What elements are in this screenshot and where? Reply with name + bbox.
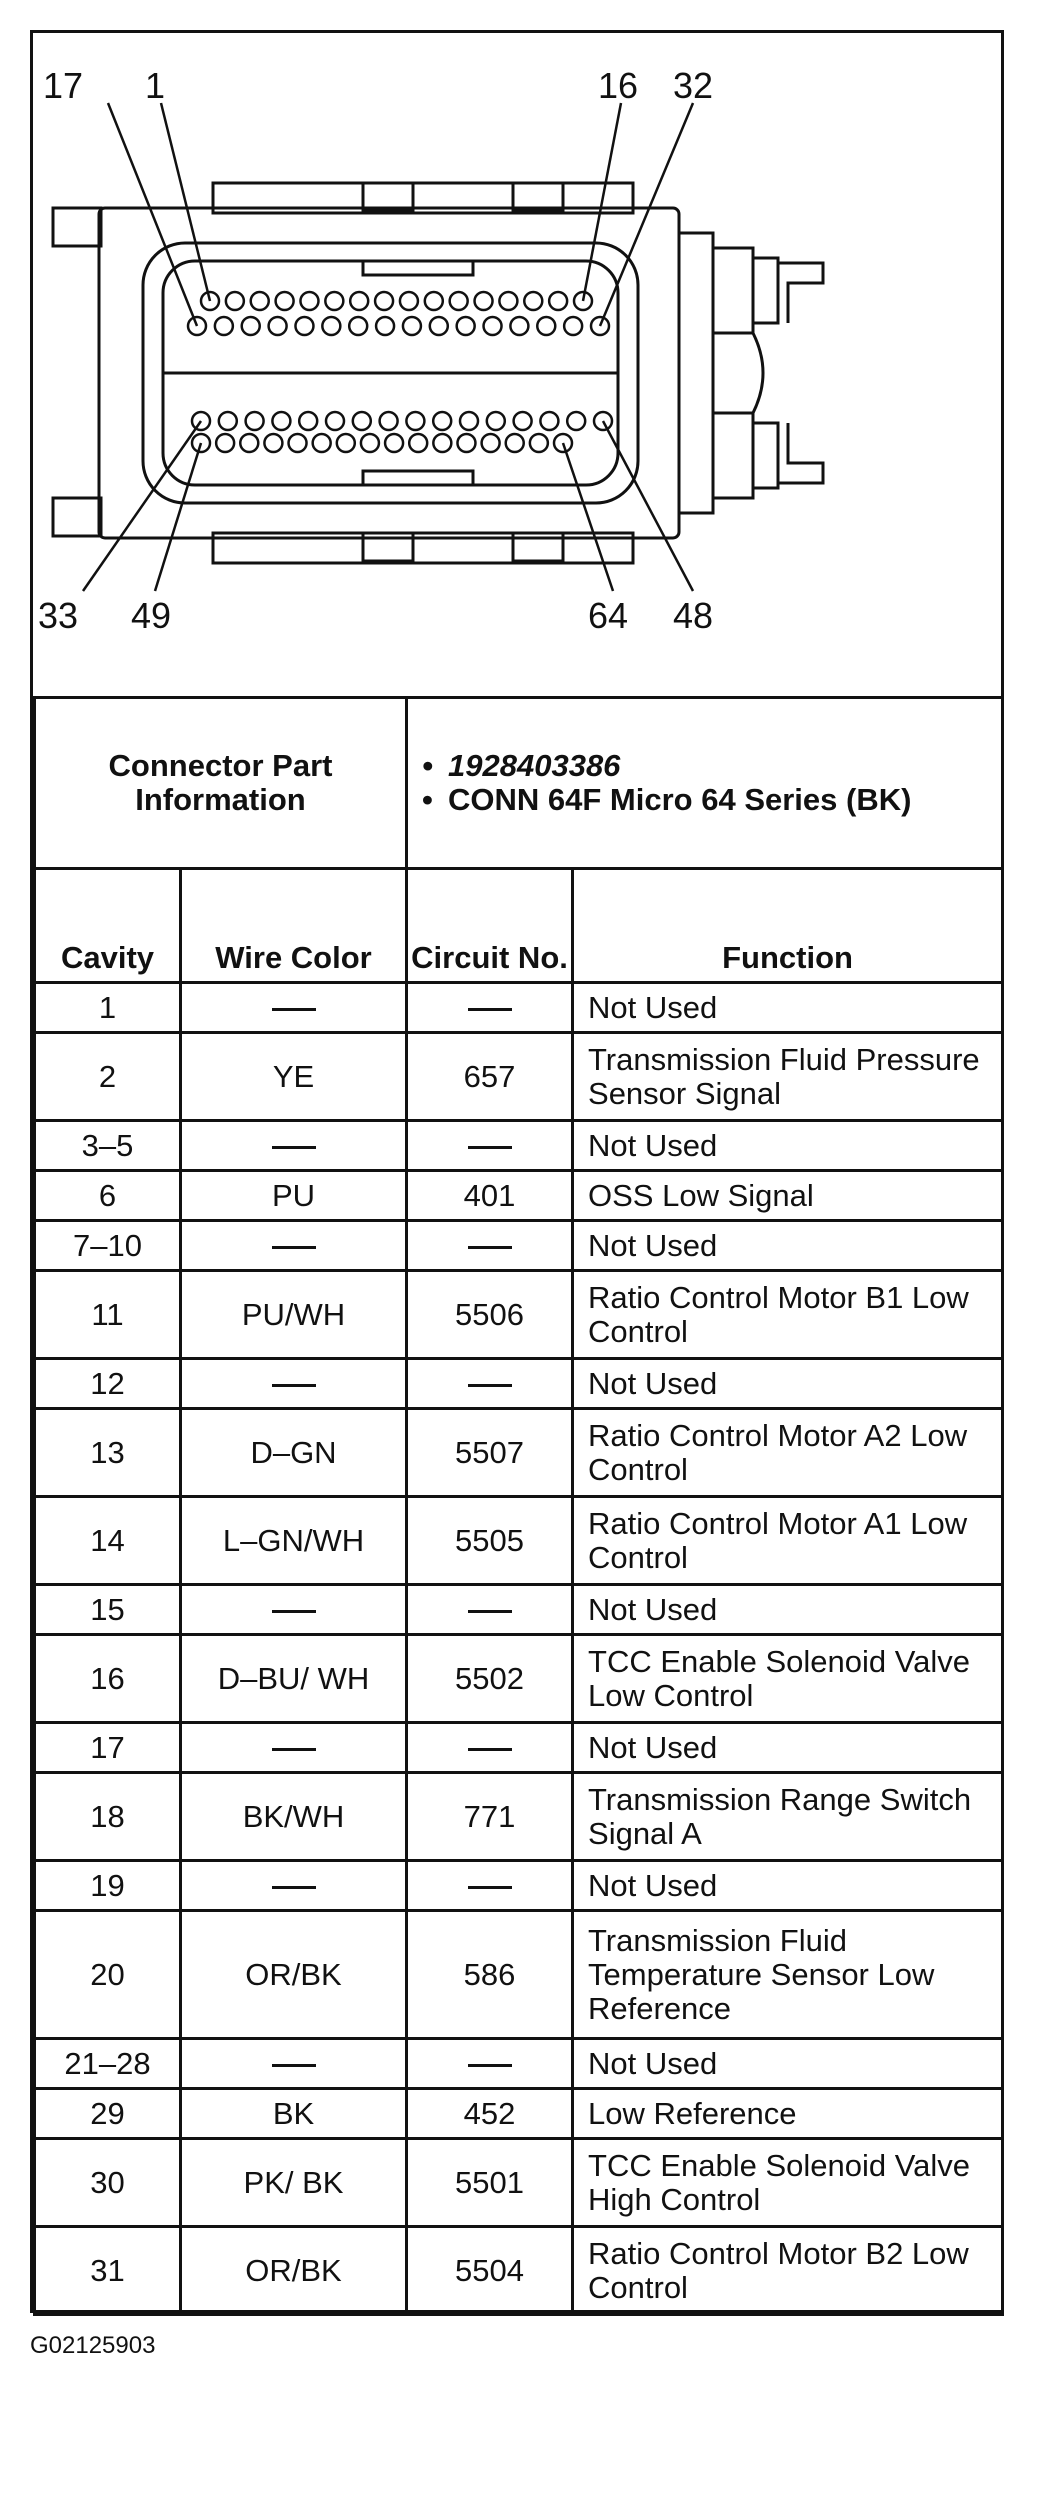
pin-hole (376, 317, 394, 335)
pin-hole (499, 292, 517, 310)
table-row (35, 1773, 1003, 1861)
cavity-cell: 11 (35, 1271, 181, 1359)
pin-hole (299, 412, 317, 430)
empty-dash (468, 2064, 512, 2067)
empty-dash (272, 1246, 316, 1249)
function-cell: Not Used (573, 2039, 1003, 2089)
table-row (35, 1221, 1003, 1271)
table-row (35, 1911, 1003, 2039)
table-row (35, 2139, 1003, 2227)
pin-hole (567, 412, 585, 430)
cavity-cell: 7–10 (35, 1221, 181, 1271)
circuit-cell: 5506 (407, 1271, 573, 1359)
cavity-cell: 3–5 (35, 1121, 181, 1171)
wire-color-cell (181, 1861, 407, 1911)
pin-hole (430, 317, 448, 335)
pin-hole (380, 412, 398, 430)
pin-hole (242, 317, 260, 335)
pin-hole (246, 412, 264, 430)
pin-hole (349, 317, 367, 335)
table-row (35, 1409, 1003, 1497)
cavity-cell: 16 (35, 1635, 181, 1723)
empty-dash (468, 1146, 512, 1149)
function-cell: Not Used (573, 1861, 1003, 1911)
pin-hole (337, 434, 355, 452)
table-row (35, 983, 1003, 1033)
connector-part-label: Connector Part Information (35, 698, 407, 869)
function-cell: Not Used (573, 1585, 1003, 1635)
pin-hole (240, 434, 258, 452)
pin-hole (457, 434, 475, 452)
pin-hole (409, 434, 427, 452)
circuit-cell: 5505 (407, 1497, 573, 1585)
pin-label-16: 16 (598, 65, 639, 106)
pin-hole (400, 292, 418, 310)
connector-part-row (35, 698, 1003, 869)
table-row (35, 1861, 1003, 1911)
circuit-cell (407, 1221, 573, 1271)
connector-diagram (33, 33, 1001, 696)
pin-hole (375, 292, 393, 310)
function-cell: Transmission Range Switch Signal A (573, 1773, 1003, 1861)
circuit-cell: 657 (407, 1033, 573, 1121)
function-cell: Not Used (573, 1221, 1003, 1271)
pin-hole (540, 412, 558, 430)
wire-color-cell (181, 1121, 407, 1171)
pin-hole (433, 412, 451, 430)
wire-color-cell: PU (181, 1171, 407, 1221)
pin-hole (215, 317, 233, 335)
table-row (35, 2089, 1003, 2139)
pin-hole (433, 434, 451, 452)
cavity-cell: 12 (35, 1359, 181, 1409)
pin-label-49: 49 (131, 595, 172, 636)
cavity-cell: 20 (35, 1911, 181, 2039)
cavity-table (33, 696, 1004, 2316)
empty-dash (468, 1610, 512, 1613)
empty-dash (272, 2064, 316, 2067)
pin-hole (272, 412, 290, 430)
circuit-cell (407, 983, 573, 1033)
pin-hole (530, 434, 548, 452)
circuit-cell: 5501 (407, 2139, 573, 2227)
circuit-cell (407, 1359, 573, 1409)
table-row (35, 1635, 1003, 1723)
empty-dash (468, 1384, 512, 1387)
cavity-cell: 14 (35, 1497, 181, 1585)
circuit-cell (407, 1585, 573, 1635)
empty-dash (272, 1610, 316, 1613)
table-row (35, 1271, 1003, 1359)
pin-hole (510, 317, 528, 335)
function-cell: Low Reference (573, 2089, 1003, 2139)
table-row (35, 1121, 1003, 1171)
circuit-cell (407, 2039, 573, 2089)
wire-color-cell: YE (181, 1033, 407, 1121)
cavity-cell: 1 (35, 983, 181, 1033)
pin-label-33: 33 (38, 595, 79, 636)
wire-color-cell: PU/WH (181, 1271, 407, 1359)
pin-hole (226, 292, 244, 310)
function-cell: Ratio Control Motor A1 Low Control (573, 1497, 1003, 1585)
connector-sheet (30, 30, 1004, 2313)
pin-hole (425, 292, 443, 310)
function-cell: Not Used (573, 983, 1003, 1033)
wire-color-cell (181, 1723, 407, 1773)
pin-hole (276, 292, 294, 310)
circuit-cell: 5504 (407, 2227, 573, 2315)
wire-color-cell: OR/BK (181, 2227, 407, 2315)
empty-dash (468, 1886, 512, 1889)
table-row (35, 2227, 1003, 2315)
pin-hole (269, 317, 287, 335)
function-cell: Ratio Control Motor A2 Low Control (573, 1409, 1003, 1497)
empty-dash (272, 1008, 316, 1011)
wire-color-cell: L–GN/WH (181, 1497, 407, 1585)
cavity-cell: 6 (35, 1171, 181, 1221)
wire-color-cell: BK (181, 2089, 407, 2139)
pin-hole (403, 317, 421, 335)
pin-label-64: 64 (588, 595, 629, 636)
cavity-cell: 2 (35, 1033, 181, 1121)
function-cell: Not Used (573, 1121, 1003, 1171)
pin-hole (251, 292, 269, 310)
cavity-cell: 29 (35, 2089, 181, 2139)
cavity-cell: 17 (35, 1723, 181, 1773)
wire-color-cell: BK/WH (181, 1773, 407, 1861)
pin-hole (406, 412, 424, 430)
pin-hole (514, 412, 532, 430)
wire-color-cell (181, 1221, 407, 1271)
wire-color-cell (181, 983, 407, 1033)
pin-hole (219, 412, 237, 430)
function-cell: Ratio Control Motor B2 Low Control (573, 2227, 1003, 2315)
table-row (35, 1585, 1003, 1635)
empty-dash (272, 1384, 316, 1387)
circuit-cell: 5502 (407, 1635, 573, 1723)
table-row (35, 1359, 1003, 1409)
pin-leader-lines (83, 103, 693, 591)
pin-hole (289, 434, 307, 452)
pin-hole (361, 434, 379, 452)
pin-hole (350, 292, 368, 310)
table-row (35, 1497, 1003, 1585)
wire-color-cell: D–GN (181, 1409, 407, 1497)
pin-hole (300, 292, 318, 310)
pin-hole (506, 434, 524, 452)
wire-color-cell (181, 2039, 407, 2089)
function-cell: Not Used (573, 1723, 1003, 1773)
header-circuit-no: Circuit No. (407, 869, 573, 983)
pin-hole (216, 434, 234, 452)
circuit-cell: 452 (407, 2089, 573, 2139)
function-cell: Transmission Fluid Temperature Sensor Low Reference (573, 1911, 1003, 2039)
pin-hole (475, 292, 493, 310)
part-description: • CONN 64F Micro 64 Series (BK) (422, 783, 987, 817)
cavity-cell: 19 (35, 1861, 181, 1911)
empty-dash (468, 1246, 512, 1249)
pin-hole (460, 412, 478, 430)
pin-hole (313, 434, 331, 452)
pin-label-1: 1 (145, 65, 166, 106)
pin-hole (484, 317, 502, 335)
pin-label-48: 48 (673, 595, 714, 636)
empty-dash (272, 1146, 316, 1149)
pin-hole (457, 317, 475, 335)
pin-hole (326, 412, 344, 430)
pin-hole (564, 317, 582, 335)
circuit-cell (407, 1723, 573, 1773)
pin-hole (295, 317, 313, 335)
wire-color-cell: PK/ BK (181, 2139, 407, 2227)
pin-hole (450, 292, 468, 310)
part-number: • 1928403386 (422, 749, 987, 783)
circuit-cell: 586 (407, 1911, 573, 2039)
pin-hole (487, 412, 505, 430)
pin-hole (325, 292, 343, 310)
connector-part-info (407, 698, 1003, 869)
pin-hole (322, 317, 340, 335)
function-cell: Transmission Fluid Pressure Sensor Signal (573, 1033, 1003, 1121)
empty-dash (468, 1748, 512, 1751)
circuit-cell: 401 (407, 1171, 573, 1221)
wire-color-cell (181, 1585, 407, 1635)
circuit-cell (407, 1861, 573, 1911)
cavity-cell: 13 (35, 1409, 181, 1497)
pin-hole (353, 412, 371, 430)
cavity-cell: 18 (35, 1773, 181, 1861)
cavity-cell: 21–28 (35, 2039, 181, 2089)
circuit-cell (407, 1121, 573, 1171)
table-row (35, 1723, 1003, 1773)
header-wire-color: Wire Color (181, 869, 407, 983)
empty-dash (272, 1886, 316, 1889)
cavity-cell: 31 (35, 2227, 181, 2315)
header-cavity: Cavity (35, 869, 181, 983)
pin-label-17: 17 (43, 65, 84, 106)
function-cell: Not Used (573, 1359, 1003, 1409)
empty-dash (272, 1748, 316, 1751)
function-cell: Ratio Control Motor B1 Low Control (573, 1271, 1003, 1359)
figure-id: G02125903 (30, 2332, 156, 2359)
pin-hole (549, 292, 567, 310)
connector-drawing (33, 33, 1001, 696)
pin-hole (385, 434, 403, 452)
pin-hole (537, 317, 555, 335)
cavity-cell: 15 (35, 1585, 181, 1635)
pin-hole (264, 434, 282, 452)
wire-color-cell: OR/BK (181, 1911, 407, 2039)
circuit-cell: 771 (407, 1773, 573, 1861)
empty-dash (468, 1008, 512, 1011)
table-header-row (35, 869, 1003, 983)
header-function: Function (573, 869, 1003, 983)
wire-color-cell (181, 1359, 407, 1409)
connector-housing (53, 183, 823, 563)
pin-label-32: 32 (673, 65, 714, 106)
table-row (35, 1033, 1003, 1121)
circuit-cell: 5507 (407, 1409, 573, 1497)
function-cell: TCC Enable Solenoid Valve Low Control (573, 1635, 1003, 1723)
table-row (35, 1171, 1003, 1221)
function-cell: OSS Low Signal (573, 1171, 1003, 1221)
wire-color-cell: D–BU/ WH (181, 1635, 407, 1723)
pin-hole (524, 292, 542, 310)
table-row (35, 2039, 1003, 2089)
pin-hole (482, 434, 500, 452)
function-cell: TCC Enable Solenoid Valve High Control (573, 2139, 1003, 2227)
cavity-cell: 30 (35, 2139, 181, 2227)
